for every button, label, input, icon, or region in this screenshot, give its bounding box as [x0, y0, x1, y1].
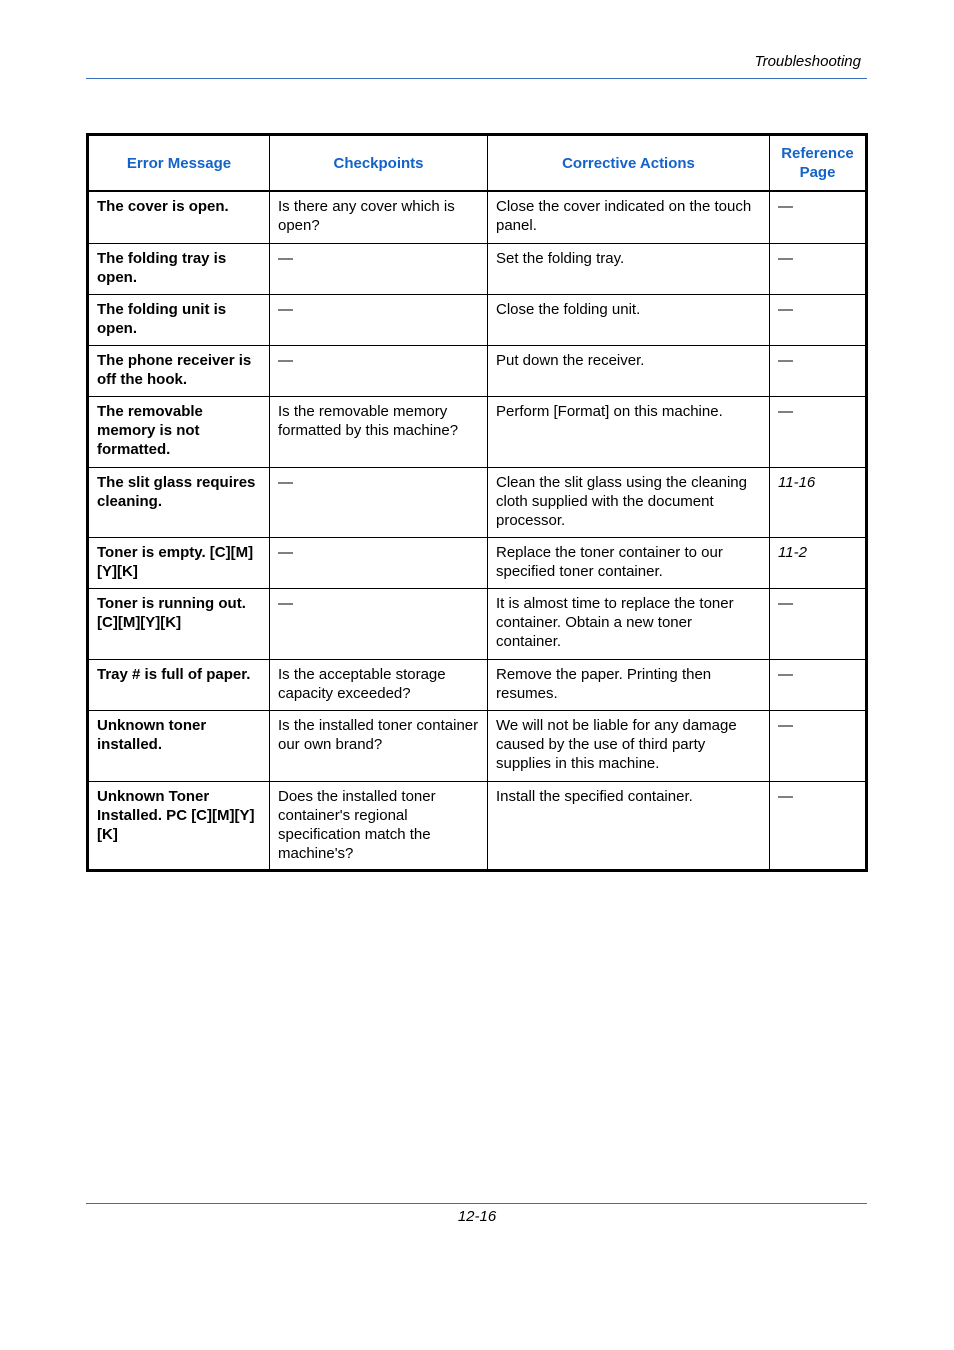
error-message-cell: Unknown toner installed. [88, 710, 270, 781]
error-message-cell: Unknown Toner Installed. PC [C][M][Y][K] [88, 781, 270, 870]
error-message-cell: The folding tray is open. [88, 243, 270, 294]
error-message-cell: The slit glass requires cleaning. [88, 467, 270, 537]
corrective-action-cell: We will not be liable for any damage caused by the use of third party supplies in this machine. [488, 710, 770, 781]
checkpoint-cell: Does the installed toner container's regional specification match the machine's? [270, 781, 488, 870]
table-row [88, 396, 867, 467]
reference-page-cell: — [770, 781, 867, 870]
footer-divider [86, 1203, 867, 1204]
error-message-cell: The phone receiver is off the hook. [88, 345, 270, 396]
error-message-cell: The folding unit is open. [88, 294, 270, 345]
corrective-action-cell: Remove the paper. Printing then resumes. [488, 659, 770, 710]
table-row [88, 345, 867, 396]
reference-page-cell: — [770, 396, 867, 467]
column-header-reference-page: Reference Page [770, 135, 867, 192]
checkpoint-cell: — [270, 294, 488, 345]
table-row [88, 588, 867, 659]
error-message-cell: Toner is running out. [C][M][Y][K] [88, 588, 270, 659]
reference-page-cell: — [770, 345, 867, 396]
corrective-action-cell: Close the folding unit. [488, 294, 770, 345]
table-row [88, 537, 867, 588]
table-header-row [88, 135, 867, 192]
reference-page-cell: — [770, 659, 867, 710]
corrective-action-cell: Clean the slit glass using the cleaning cloth supplied with the document processor. [488, 467, 770, 537]
corrective-action-cell: Install the specified container. [488, 781, 770, 870]
error-message-cell: Tray # is full of paper. [88, 659, 270, 710]
column-header-corrective-actions: Corrective Actions [488, 135, 770, 192]
reference-page-cell: 11-16 [770, 467, 867, 537]
reference-page-cell: — [770, 243, 867, 294]
table-row [88, 294, 867, 345]
corrective-action-cell: Set the folding tray. [488, 243, 770, 294]
checkpoint-cell: Is there any cover which is open? [270, 191, 488, 243]
header-divider [86, 78, 867, 79]
checkpoint-cell: — [270, 588, 488, 659]
reference-page-cell: 11-2 [770, 537, 867, 588]
error-message-cell: Toner is empty. [C][M][Y][K] [88, 537, 270, 588]
error-message-cell: The removable memory is not formatted. [88, 396, 270, 467]
checkpoint-cell: — [270, 243, 488, 294]
column-header-error-message: Error Message [88, 135, 270, 192]
column-header-checkpoints: Checkpoints [270, 135, 488, 192]
corrective-action-cell: It is almost time to replace the toner container. Obtain a new toner container. [488, 588, 770, 659]
corrective-action-cell: Put down the receiver. [488, 345, 770, 396]
corrective-action-cell: Perform [Format] on this machine. [488, 396, 770, 467]
error-message-table [86, 133, 868, 872]
table-row [88, 243, 867, 294]
checkpoint-cell: Is the acceptable storage capacity exceeded? [270, 659, 488, 710]
table-row [88, 659, 867, 710]
reference-page-cell: — [770, 191, 867, 243]
checkpoint-cell: — [270, 537, 488, 588]
table-row [88, 191, 867, 243]
checkpoint-cell: — [270, 345, 488, 396]
error-message-cell: The cover is open. [88, 191, 270, 243]
section-title: Troubleshooting [754, 53, 861, 70]
table-row [88, 710, 867, 781]
table-row [88, 781, 867, 870]
corrective-action-cell: Close the cover indicated on the touch panel. [488, 191, 770, 243]
reference-page-cell: — [770, 588, 867, 659]
reference-page-cell: — [770, 294, 867, 345]
page-number: 12-16 [457, 1208, 497, 1225]
table-row [88, 467, 867, 537]
reference-page-cell: — [770, 710, 867, 781]
checkpoint-cell: Is the removable memory formatted by this machine? [270, 396, 488, 467]
checkpoint-cell: — [270, 467, 488, 537]
checkpoint-cell: Is the installed toner container our own brand? [270, 710, 488, 781]
corrective-action-cell: Replace the toner container to our specified toner container. [488, 537, 770, 588]
